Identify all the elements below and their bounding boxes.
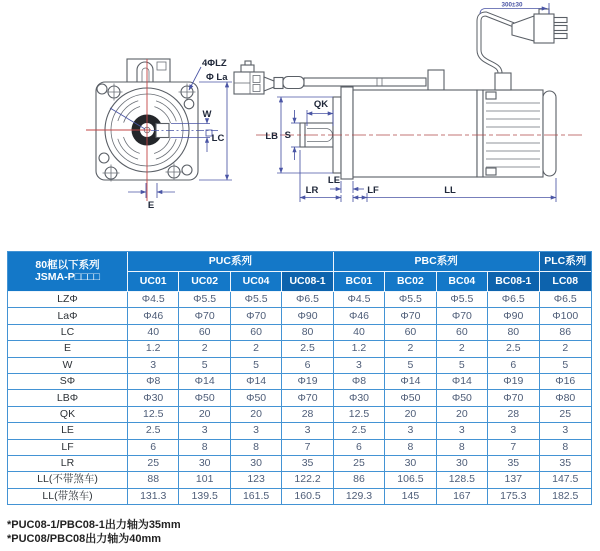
dimension-qk bbox=[307, 99, 333, 126]
column-header-uc08-1: UC08-1 bbox=[282, 272, 333, 292]
table-cell: 3 bbox=[282, 423, 333, 439]
table-cell: 2.5 bbox=[488, 341, 539, 357]
table-cell: 123 bbox=[231, 472, 282, 488]
table-cell: Φ90 bbox=[282, 308, 333, 324]
motor-side-view bbox=[234, 2, 584, 203]
table-cell: 7 bbox=[282, 440, 333, 456]
table-cell: Φ50 bbox=[385, 390, 436, 406]
cable-gland bbox=[495, 73, 511, 90]
table-cell: 60 bbox=[179, 325, 230, 341]
row-label: LC bbox=[8, 325, 128, 341]
table-cell: 3 bbox=[128, 358, 179, 374]
table-cell: 2.5 bbox=[128, 423, 179, 439]
table-cell: 28 bbox=[488, 407, 539, 423]
dim-label-s: S bbox=[284, 130, 291, 141]
table-cell: Φ70 bbox=[231, 308, 282, 324]
row-label: QK bbox=[8, 407, 128, 423]
table-row bbox=[8, 358, 591, 374]
table-cell: Φ19 bbox=[488, 374, 539, 390]
table-cell: 8 bbox=[540, 440, 592, 456]
table-cell: 20 bbox=[385, 407, 436, 423]
table-cell: 5 bbox=[179, 358, 230, 374]
table-cell: Φ90 bbox=[488, 308, 539, 324]
table-cell: 2 bbox=[385, 341, 436, 357]
table-cell: 128.5 bbox=[437, 472, 488, 488]
table-cell: 147.5 bbox=[540, 472, 592, 488]
table-cell: 106.5 bbox=[385, 472, 436, 488]
table-cell: 3 bbox=[437, 423, 488, 439]
table-cell: 35 bbox=[488, 456, 539, 472]
table-cell: Φ4.5 bbox=[334, 292, 385, 308]
table-cell: 60 bbox=[437, 325, 488, 341]
table-cell: Φ14 bbox=[437, 374, 488, 390]
table-cell: 2 bbox=[540, 341, 592, 357]
table-cell: 3 bbox=[334, 358, 385, 374]
column-header-lc08: LC08 bbox=[540, 272, 592, 292]
table-cell: Φ6.5 bbox=[540, 292, 592, 308]
power-connector bbox=[512, 16, 534, 41]
series-group-header: PLC系列 bbox=[540, 252, 592, 272]
table-cell: 8 bbox=[231, 440, 282, 456]
dim-label-4lz: 4ΦLZ bbox=[202, 58, 227, 69]
table-cell: Φ8 bbox=[128, 374, 179, 390]
table-cell: 5 bbox=[540, 358, 592, 374]
table-row bbox=[8, 341, 591, 357]
dim-label-la: Φ La bbox=[206, 72, 228, 83]
table-cell: Φ46 bbox=[128, 308, 179, 324]
table-cell: Φ70 bbox=[385, 308, 436, 324]
table-cell: 6 bbox=[488, 358, 539, 374]
table-cell: 129.3 bbox=[334, 489, 385, 504]
table-cell: 6 bbox=[282, 358, 333, 374]
table-cell: 1.2 bbox=[128, 341, 179, 357]
technical-drawing bbox=[0, 0, 600, 246]
encoder-cable bbox=[234, 61, 444, 94]
table-cell: 35 bbox=[282, 456, 333, 472]
table-row bbox=[8, 472, 591, 488]
table-cell: 8 bbox=[437, 440, 488, 456]
end-cap bbox=[543, 91, 556, 176]
row-label: LR bbox=[8, 456, 128, 472]
row-label: LaΦ bbox=[8, 308, 128, 324]
table-cell: 3 bbox=[179, 423, 230, 439]
table-cell: 160.5 bbox=[282, 489, 333, 504]
table-cell: 25 bbox=[334, 456, 385, 472]
table-cell: 3 bbox=[231, 423, 282, 439]
table-cell: 28 bbox=[282, 407, 333, 423]
table-cell: 86 bbox=[334, 472, 385, 488]
row-label: LL(带煞车) bbox=[8, 489, 128, 504]
dim-label-lb: LB bbox=[265, 131, 278, 142]
table-row bbox=[8, 308, 591, 324]
dim-label-cable: 300±30 bbox=[501, 1, 523, 9]
table-row bbox=[8, 390, 591, 406]
table-cell: 25 bbox=[128, 456, 179, 472]
table-row bbox=[8, 292, 591, 308]
table-cell: 5 bbox=[231, 358, 282, 374]
table-cell: Φ50 bbox=[231, 390, 282, 406]
table-cell: 8 bbox=[385, 440, 436, 456]
table-cell: Φ6.5 bbox=[488, 292, 539, 308]
table-cell: 35 bbox=[540, 456, 592, 472]
table-row bbox=[8, 325, 591, 341]
table-cell: Φ70 bbox=[282, 390, 333, 406]
flange-plate bbox=[341, 87, 353, 179]
table-cell: 30 bbox=[437, 456, 488, 472]
table-cell: 145 bbox=[385, 489, 436, 504]
column-header-uc04: UC04 bbox=[231, 272, 282, 292]
table-cell: 40 bbox=[128, 325, 179, 341]
table-cell: 30 bbox=[231, 456, 282, 472]
row-label: LZΦ bbox=[8, 292, 128, 308]
table-cell: 40 bbox=[334, 325, 385, 341]
table-cell: 167 bbox=[437, 489, 488, 504]
table-cell: 8 bbox=[179, 440, 230, 456]
table-corner-header bbox=[8, 252, 128, 292]
footnote-1: *PUC08-1/PBC08-1出力轴为35mm bbox=[7, 519, 181, 531]
table-cell: 20 bbox=[179, 407, 230, 423]
table-cell: 30 bbox=[179, 456, 230, 472]
table-cell: 175.3 bbox=[488, 489, 539, 504]
table-cell: 12.5 bbox=[128, 407, 179, 423]
table-cell: Φ4.5 bbox=[128, 292, 179, 308]
table-cell: 86 bbox=[540, 325, 592, 341]
table-cell: Φ5.5 bbox=[437, 292, 488, 308]
column-header-bc02: BC02 bbox=[385, 272, 436, 292]
dim-label-le: LE bbox=[327, 175, 341, 186]
dim-label-e: E bbox=[147, 200, 155, 211]
row-label: LL(不带煞车) bbox=[8, 472, 128, 488]
series-group-header: PBC系列 bbox=[334, 252, 540, 272]
table-cell: 3 bbox=[385, 423, 436, 439]
table-cell: Φ5.5 bbox=[231, 292, 282, 308]
table-cell: 12.5 bbox=[334, 407, 385, 423]
series-title-line1: 80框以下系列 bbox=[35, 259, 100, 272]
table-cell: Φ14 bbox=[385, 374, 436, 390]
table-cell: Φ70 bbox=[488, 390, 539, 406]
table-cell: 2.5 bbox=[334, 423, 385, 439]
table-cell: Φ14 bbox=[179, 374, 230, 390]
table-cell: Φ16 bbox=[540, 374, 592, 390]
table-cell: 2.5 bbox=[282, 341, 333, 357]
table-cell: 5 bbox=[437, 358, 488, 374]
table-cell: 60 bbox=[385, 325, 436, 341]
power-cable bbox=[479, 9, 567, 73]
table-cell: Φ30 bbox=[334, 390, 385, 406]
table-cell: Φ30 bbox=[128, 390, 179, 406]
footnotes bbox=[7, 519, 181, 547]
table-cell: 2 bbox=[179, 341, 230, 357]
table-cell: 25 bbox=[540, 407, 592, 423]
table-cell: 20 bbox=[231, 407, 282, 423]
table-cell: 5 bbox=[385, 358, 436, 374]
table-cell: 101 bbox=[179, 472, 230, 488]
row-label: E bbox=[8, 341, 128, 357]
table-row bbox=[8, 374, 591, 390]
table-cell: 88 bbox=[128, 472, 179, 488]
dim-label-qk: QK bbox=[313, 99, 329, 110]
series-group-header: PUC系列 bbox=[128, 252, 334, 272]
table-row bbox=[8, 456, 591, 472]
table-cell: 20 bbox=[437, 407, 488, 423]
table-cell: 2 bbox=[231, 341, 282, 357]
series-group-row bbox=[8, 252, 591, 272]
table-row bbox=[8, 423, 591, 439]
table-row bbox=[8, 407, 591, 423]
table-cell: 137 bbox=[488, 472, 539, 488]
dim-label-w: W bbox=[202, 109, 212, 120]
table-cell: 3 bbox=[488, 423, 539, 439]
table-cell: Φ19 bbox=[282, 374, 333, 390]
column-header-bc01: BC01 bbox=[334, 272, 385, 292]
table-cell: Φ50 bbox=[179, 390, 230, 406]
table-cell: 6 bbox=[128, 440, 179, 456]
row-label: LF bbox=[8, 440, 128, 456]
column-header-bc08-1: BC08-1 bbox=[488, 272, 539, 292]
table-cell: Φ8 bbox=[334, 374, 385, 390]
table-cell: Φ50 bbox=[437, 390, 488, 406]
table-cell: Φ70 bbox=[437, 308, 488, 324]
dim-label-ll: LL bbox=[444, 185, 456, 196]
column-header-bc04: BC04 bbox=[437, 272, 488, 292]
table-row bbox=[8, 440, 591, 456]
table-cell: 3 bbox=[540, 423, 592, 439]
dim-label-lf: LF bbox=[367, 185, 379, 196]
row-label: LE bbox=[8, 423, 128, 439]
column-header-uc01: UC01 bbox=[128, 272, 179, 292]
table-cell: 161.5 bbox=[231, 489, 282, 504]
motor-front-view bbox=[86, 58, 232, 211]
table-cell: 2 bbox=[437, 341, 488, 357]
table-cell: 122.2 bbox=[282, 472, 333, 488]
table-cell: Φ100 bbox=[540, 308, 592, 324]
table-cell: Φ80 bbox=[540, 390, 592, 406]
table-cell: 139.5 bbox=[179, 489, 230, 504]
motor-frame bbox=[353, 90, 477, 177]
dimension-table bbox=[8, 252, 591, 504]
table-row bbox=[8, 489, 591, 504]
table-cell: 7 bbox=[488, 440, 539, 456]
row-label: W bbox=[8, 358, 128, 374]
table-cell: Φ14 bbox=[231, 374, 282, 390]
table-cell: 60 bbox=[231, 325, 282, 341]
table-cell: 80 bbox=[282, 325, 333, 341]
column-header-uc02: UC02 bbox=[179, 272, 230, 292]
table-cell: Φ6.5 bbox=[282, 292, 333, 308]
row-label: LBΦ bbox=[8, 390, 128, 406]
table-cell: 182.5 bbox=[540, 489, 592, 504]
footnote-2: *PUC08/PBC08出力轴为40mm bbox=[7, 532, 162, 545]
row-label: SΦ bbox=[8, 374, 128, 390]
table-cell: 131.3 bbox=[128, 489, 179, 504]
table-cell: Φ70 bbox=[179, 308, 230, 324]
table-cell: 30 bbox=[385, 456, 436, 472]
table-cell: 1.2 bbox=[334, 341, 385, 357]
series-title-line2: JSMA-P□□□□ bbox=[34, 270, 101, 283]
table-cell: 6 bbox=[334, 440, 385, 456]
table-cell: Φ5.5 bbox=[385, 292, 436, 308]
table-cell: Φ46 bbox=[334, 308, 385, 324]
table-cell: 80 bbox=[488, 325, 539, 341]
dimension-lc bbox=[199, 82, 232, 180]
table-cell: Φ5.5 bbox=[179, 292, 230, 308]
dim-label-lc: LC bbox=[211, 133, 225, 144]
dimension-e bbox=[128, 183, 175, 211]
dimension-table-wrap bbox=[8, 252, 591, 504]
dim-label-lr: LR bbox=[305, 185, 319, 196]
